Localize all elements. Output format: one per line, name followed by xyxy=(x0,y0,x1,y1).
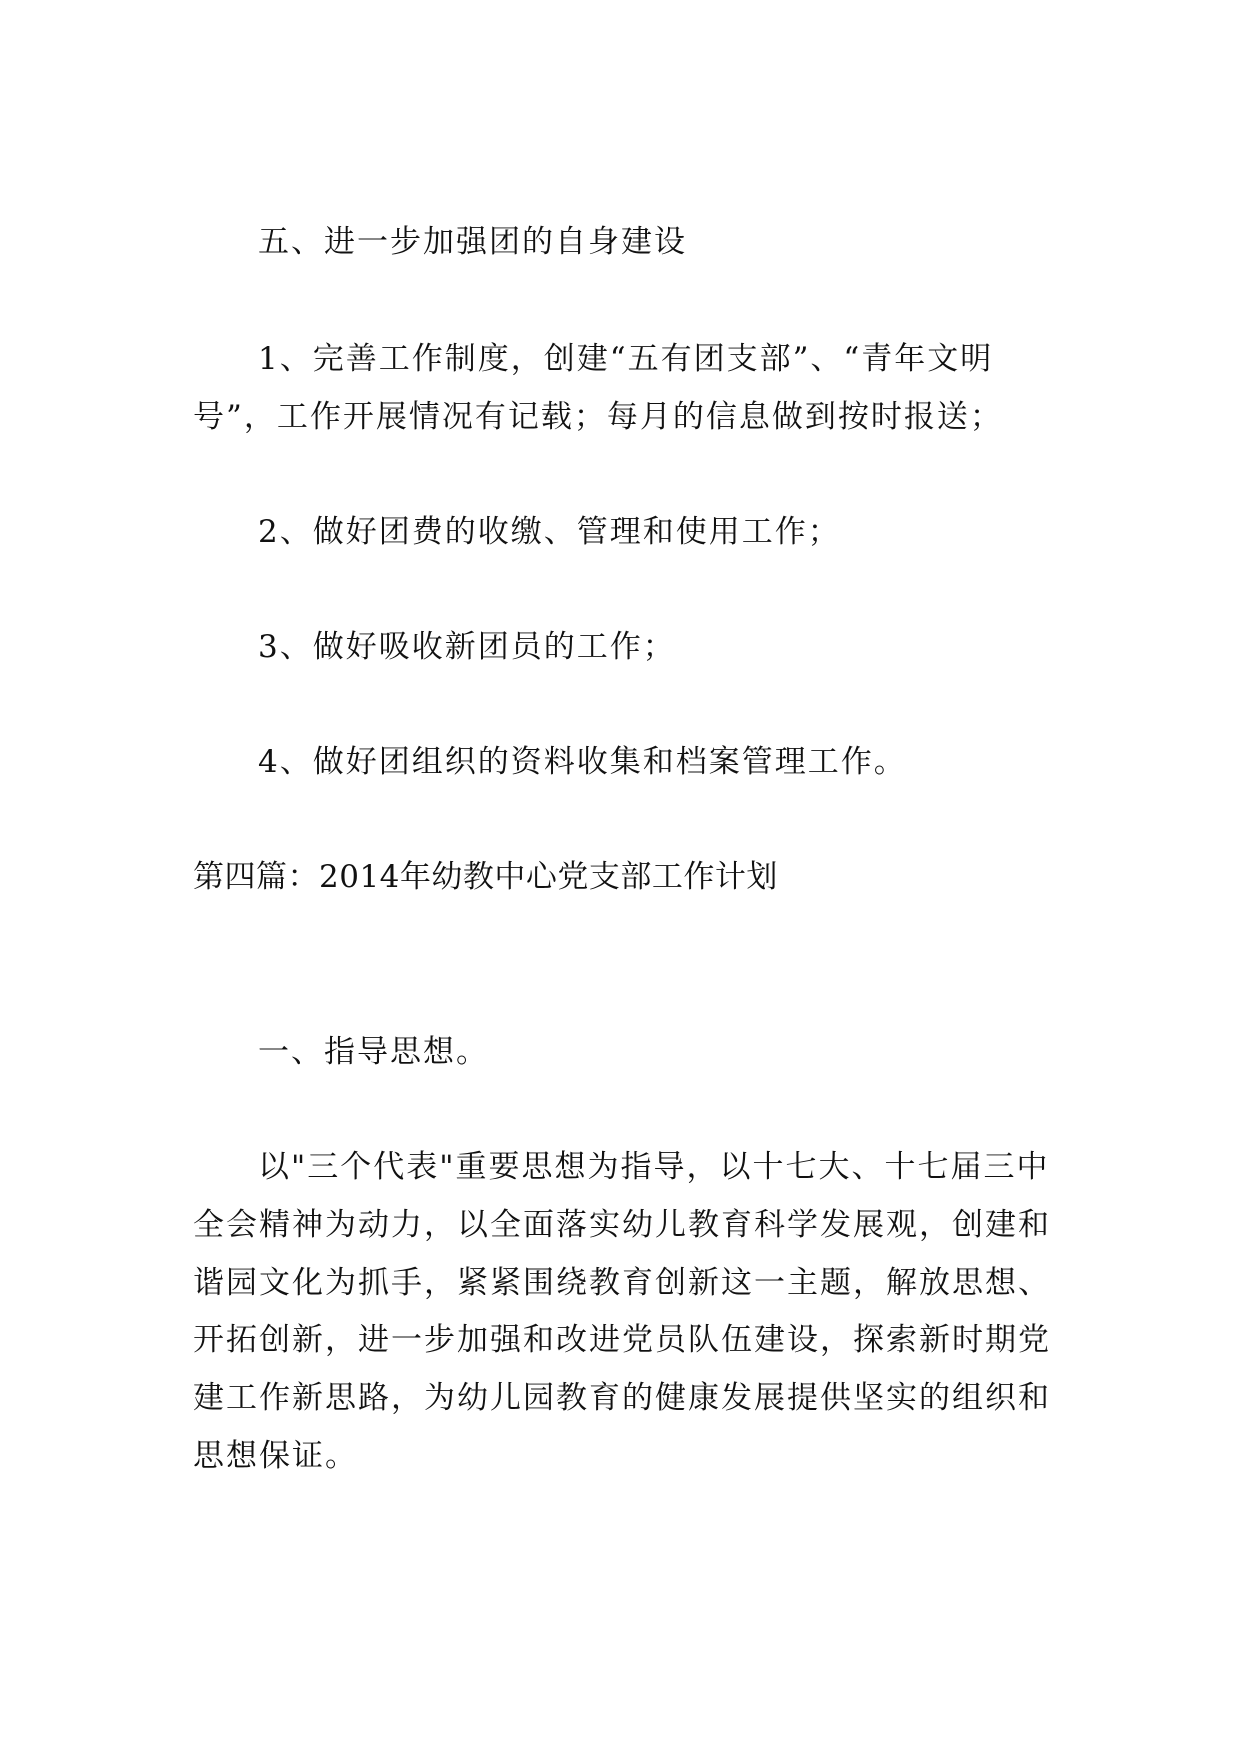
paragraph-line: 开拓创新，进一步加强和改进党员队伍建设，探索新时期党 xyxy=(193,1322,1051,1358)
list-item-line: 1、完善工作制度，创建“五有团支部”、“青年文明 xyxy=(258,341,994,377)
list-item: 3、做好吸收新团员的工作； xyxy=(258,629,676,665)
list-item-line: 号”，工作开展情况有记载；每月的信息做到按时报送； xyxy=(193,399,1003,435)
list-item: 2、做好团费的收缴、管理和使用工作； xyxy=(258,514,841,550)
paragraph-line: 建工作新思路，为幼儿园教育的健康发展提供坚实的组织和 xyxy=(193,1380,1051,1416)
list-item: 4、做好团组织的资料收集和档案管理工作。 xyxy=(258,744,907,780)
section-heading: 五、进一步加强团的自身建设 xyxy=(258,224,687,260)
paragraph-line: 以"三个代表"重要思想为指导，以十七大、十七届三中 xyxy=(258,1149,1050,1185)
section-heading: 一、指导思想。 xyxy=(258,1034,489,1070)
paragraph-line: 思想保证。 xyxy=(193,1438,358,1474)
paragraph-line: 全会精神为动力，以全面落实幼儿教育科学发展观，创建和 xyxy=(193,1207,1051,1243)
paragraph-line: 谐园文化为抓手，紧紧围绕教育创新这一主题，解放思想、 xyxy=(193,1265,1051,1301)
chapter-title: 第四篇：2014年幼教中心党支部工作计划 xyxy=(193,859,778,895)
